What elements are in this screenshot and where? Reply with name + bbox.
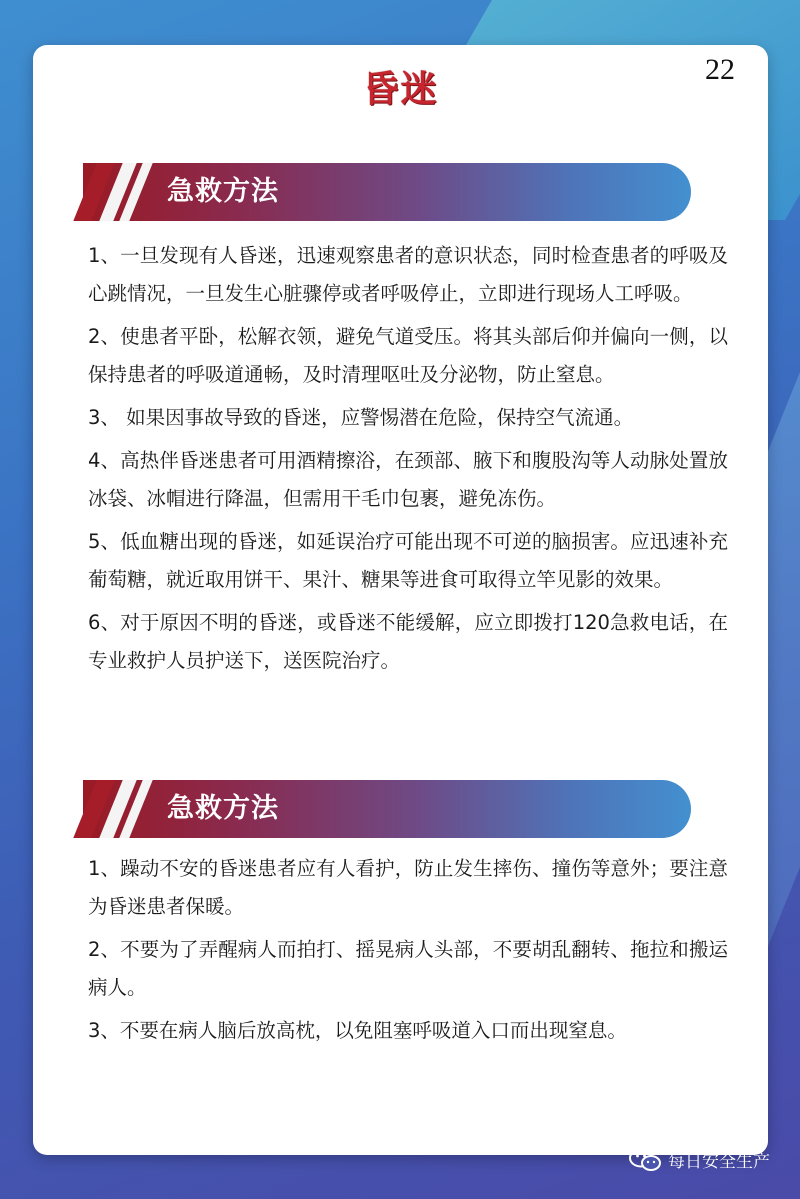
list-item: 3、不要在病人脑后放高枕，以免阻塞呼吸道入口而出现窒息。 bbox=[88, 1019, 627, 1042]
list-item: 4、高热伴昏迷患者可用酒精擦浴，在颈部、腋下和腹股沟等人动脉处置放冰袋、冰帽进行降温，但需用干毛巾包裹，避免冻伤。 bbox=[88, 449, 728, 510]
section-header-first-aid bbox=[83, 163, 691, 221]
section-content-precautions bbox=[88, 850, 728, 1055]
page-number: 22 bbox=[705, 53, 735, 86]
list-item: 1、一旦发现有人昏迷，迅速观察患者的意识状态，同时检查患者的呼吸及心跳情况，一旦发生心脏骤停或者呼吸停止，立即进行现场人工呼吸。 bbox=[88, 244, 728, 305]
page-title: 昏迷 bbox=[362, 69, 439, 110]
list-item: 3、 如果因事故导致的昏迷，应警惕潜在危险，保持空气流通。 bbox=[88, 406, 634, 429]
section-header-label: 急救方法 bbox=[167, 176, 279, 207]
watermark bbox=[628, 1147, 770, 1172]
wechat-icon bbox=[628, 1148, 662, 1172]
section-header-precautions bbox=[83, 780, 691, 838]
watermark-text: 每日安全生产 bbox=[668, 1152, 770, 1172]
content-card bbox=[33, 45, 768, 1155]
section-header-label: 急救方法 bbox=[167, 793, 279, 824]
list-item: 6、对于原因不明的昏迷，或昏迷不能缓解，应立即拨打120急救电话，在专业救护人员护送下，送医院治疗。 bbox=[88, 611, 728, 672]
section-content-first-aid bbox=[88, 237, 728, 685]
list-item: 5、低血糖出现的昏迷，如延误治疗可能出现不可逆的脑损害。应迅速补充葡萄糖，就近取用饼干、果汁、糖果等进食可取得立竿见影的效果。 bbox=[88, 530, 728, 591]
list-item: 2、使患者平卧，松解衣领，避免气道受压。将其头部后仰并偏向一侧，以保持患者的呼吸道通畅，及时清理呕吐及分泌物，防止窒息。 bbox=[88, 325, 728, 386]
list-item: 1、躁动不安的昏迷患者应有人看护，防止发生摔伤、撞伤等意外；要注意为昏迷患者保暖。 bbox=[88, 857, 728, 918]
list-item: 2、不要为了弄醒病人而拍打、摇晃病人头部，不要胡乱翻转、拖拉和搬运病人。 bbox=[88, 938, 728, 999]
